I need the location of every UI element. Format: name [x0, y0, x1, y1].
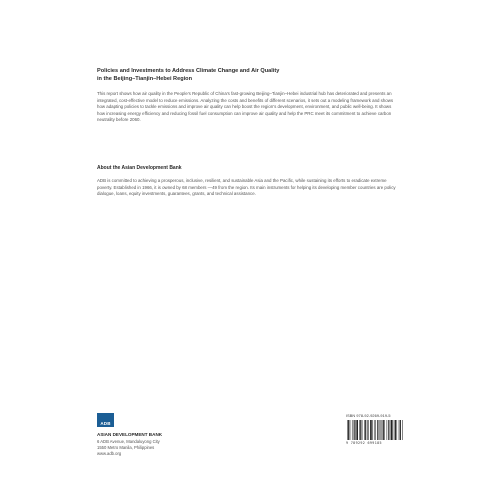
barcode-bar — [365, 420, 366, 440]
publisher-name: ASIAN DEVELOPMENT BANK — [97, 432, 163, 437]
publisher-address-line-2: 1550 Metro Manila, Philippines — [97, 445, 155, 450]
barcode-bar — [402, 420, 403, 440]
barcode-bar — [354, 420, 355, 440]
isbn-label: ISBN 978-92-9269-919-5 — [346, 414, 391, 418]
barcode-digits: 9 789292 699185 — [346, 441, 382, 445]
barcode-bar — [360, 420, 361, 440]
barcode-bar — [390, 420, 391, 440]
barcode-bar — [370, 420, 372, 440]
barcode-bar — [372, 420, 373, 440]
barcode-bar — [374, 420, 375, 440]
barcode-bar — [368, 420, 369, 440]
report-title-line-2: in the Beijing–Tianjin–Hebei Region — [97, 76, 193, 82]
barcode-bar — [387, 420, 388, 440]
barcode-bar — [362, 420, 363, 440]
barcode-bar — [381, 420, 382, 440]
barcode-bar — [391, 420, 393, 440]
barcode-bar — [382, 420, 383, 440]
barcode-bar — [375, 420, 376, 440]
barcode-bar — [379, 420, 380, 440]
about-body: ADB is committed to achieving a prosperous, inclusive, resilient, and sustainable Asia and the Pacific, while sustaining its efforts to eradicate extreme poverty. Established in 1966, it is owned by 68 members —49 from the region. Its main instruments for helping its developing member countries are policy dialogue, loans, equity investments, guarantees, grants, and technical assistance. — [97, 178, 396, 197]
report-title — [97, 67, 397, 83]
barcode-bar — [388, 420, 389, 440]
barcode-bar — [377, 420, 378, 440]
report-summary: This report shows how air quality in the People’s Republic of China’s fast-growing Beijing–Tianjin–Hebei industrial hub has deteriorated and presents an integrated, cost-effective model to reduce emissions. Analyzing the costs and benefits of different scenarios, it sets out a modeling framework and shows how adapting policies to tackle emissions and improve air quality can help boost the region’s development, environment, and public well-being. It shows how increasing energy efficiency and reducing fossil fuel consumption can improve air quality and help the PRC meet its commitment to achieve carbon neutrality before 2060. — [97, 91, 394, 123]
barcode-bar — [395, 420, 396, 440]
barcode-bar — [400, 420, 401, 440]
barcode-bar — [384, 420, 385, 440]
barcode-bar — [383, 420, 384, 440]
barcode-bar — [397, 420, 398, 440]
publisher-address-line-1: 6 ADB Avenue, Mandaluyong City — [97, 439, 160, 444]
adb-logo — [97, 413, 114, 427]
barcode-bar — [359, 420, 360, 440]
barcode-bar — [348, 420, 349, 440]
barcode-bar — [394, 420, 395, 440]
barcode-bar — [367, 420, 368, 440]
barcode-bar — [356, 420, 358, 440]
about-heading: About the Asian Development Bank — [97, 165, 182, 171]
report-title-line-1: Policies and Investments to Address Climate Change and Air Quality — [97, 68, 280, 74]
barcode-bar — [350, 420, 351, 440]
barcode-bar — [399, 420, 400, 440]
barcode-bar — [364, 420, 365, 440]
adb-logo-text: ADB — [100, 421, 111, 426]
barcode-bar — [347, 420, 348, 440]
publisher-website[interactable]: www.adb.org — [97, 451, 122, 456]
isbn-barcode — [346, 420, 404, 440]
barcode-bar — [355, 420, 356, 440]
barcode-bar — [352, 420, 353, 440]
